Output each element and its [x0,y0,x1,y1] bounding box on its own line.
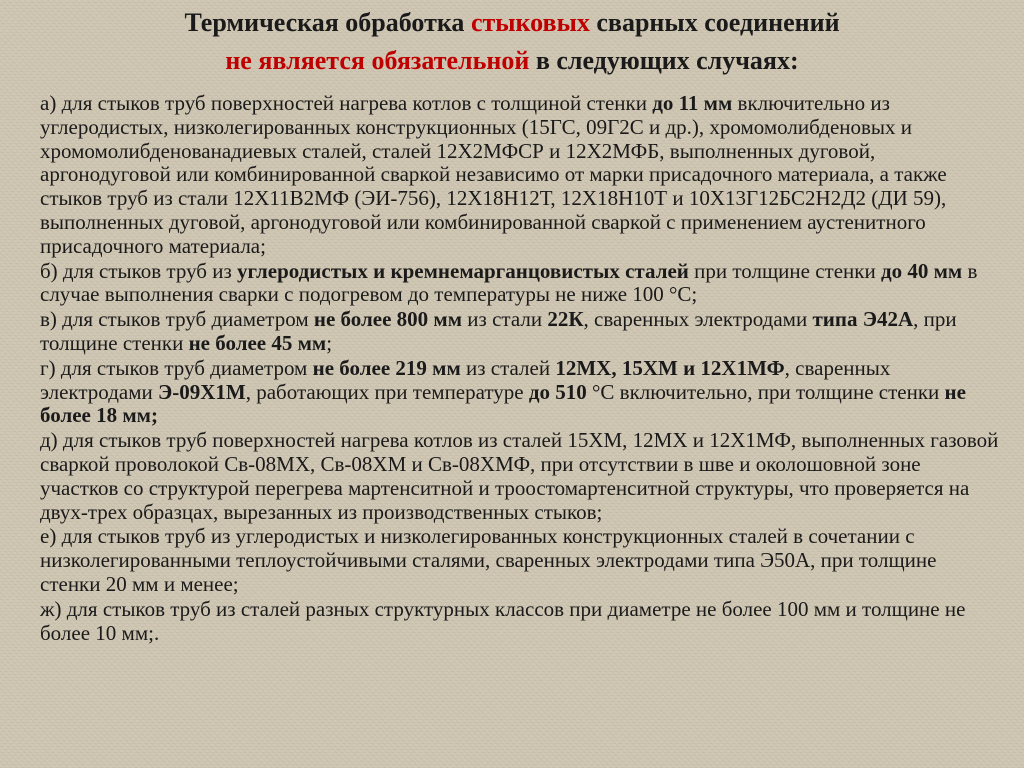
emphasis-text: не более 18 мм; [40,379,966,428]
body-text: д) для стыков труб поверхностей нагрева котлов из сталей 15ХМ, 12МХ и 12Х1МФ, выполненных газовой сваркой проволокой Св-08МХ, Св-08ХМ и Св-08ХМФ, при отсутствии в шве и околошовной зоне участков со структурой перегрева мартенситной и троостомартенситной структуры, что проверяется на двух-трех образцах, вырезанных из производственных стыков; [40,428,999,524]
body-text: в) для стыков труб диаметром [40,307,314,332]
emphasis-text: до 40 мм [880,258,963,283]
slide-title [0,4,1024,80]
body-text: при толщине стенки [688,258,881,283]
emphasis-text: Э-09Х1М [157,379,246,404]
body-text: в случае выполнения сварки с подогревом до температуры не ниже 100 °С; [40,258,978,307]
emphasis-text: до 11 мм [652,91,733,115]
title-highlight: не является обязательной [225,46,530,75]
body-text: , при толщине стенки [40,307,957,355]
list-item-a [40,92,1000,259]
body-text: б) для стыков труб из [40,258,238,283]
emphasis-text: до 510 [528,379,587,404]
list-item-g [40,357,1000,428]
body-text: а) для стыков труб поверхностей нагрева котлов с толщиной стенки [40,91,653,115]
title-line-1 [0,4,1024,42]
title-text: Термическая обработка [184,8,471,37]
body-text: е) для стыков труб из углеродистых и низколегированных конструкционных сталей в сочетании с низколегированными теплоустойчивыми сталями, сваренных электродами типа Э50А, при толщине стенки 20 мм и менее; [40,524,937,596]
list-item-zh [40,598,1000,646]
emphasis-text: углеродистых и кремнемарганцовистых сталей [237,258,689,283]
list-item-e [40,525,1000,596]
emphasis-text: не более 800 мм [313,307,463,332]
body-text: из стали [462,307,548,332]
body-text: из сталей [460,355,556,380]
body-text: включительно из углеродистых, низколегированных конструкционных (15ГС, 09Г2С и др.), хромомолибденовых и хромомолибденованадиевых сталей, сталей 12Х2МФСР и 12Х2МФБ, выполненных дуговой, аргонодуговой или комбинированной сваркой независимо от марки присадочного материала, а также стыков труб из стали 12Х11В2МФ (ЭИ-756), 12Х18Н12Т, 12Х18Н10Т и 10Х13Г12БС2Н2Д2 (ДИ 59), выполненных дуговой, аргонодуговой или комбинированной сваркой с применением аустенитного присадочного материала; [40,91,947,258]
title-text: сварных соединений [589,8,840,37]
body-text: , сваренных электродами [40,355,891,404]
emphasis-text: 12МХ, 15ХМ и 12Х1МФ [555,355,785,380]
emphasis-text: не более 219 мм [312,355,461,380]
body-text: ж) для стыков труб из сталей разных структурных классов при диаметре не более 100 мм и толщине не более 10 мм;. [40,596,966,645]
list-item-d [40,429,1000,524]
slide-content [40,92,1000,646]
title-line-2 [0,42,1024,80]
title-text: в следующих случаях: [529,46,799,75]
body-text: г) для стыков труб диаметром [40,355,313,380]
title-highlight: стыковых [470,8,590,37]
list-item-b [40,260,1000,308]
list-item-v [40,308,1000,356]
body-text: , сваренных электродами [583,307,813,332]
emphasis-text: типа Э42А [812,307,914,332]
emphasis-text: не более 45 мм [188,330,327,355]
body-text: , работающих при температуре [245,379,529,404]
emphasis-text: 22К [547,307,584,332]
body-text: ; [326,330,333,355]
body-text: °С включительно, при толщине стенки [586,379,945,404]
